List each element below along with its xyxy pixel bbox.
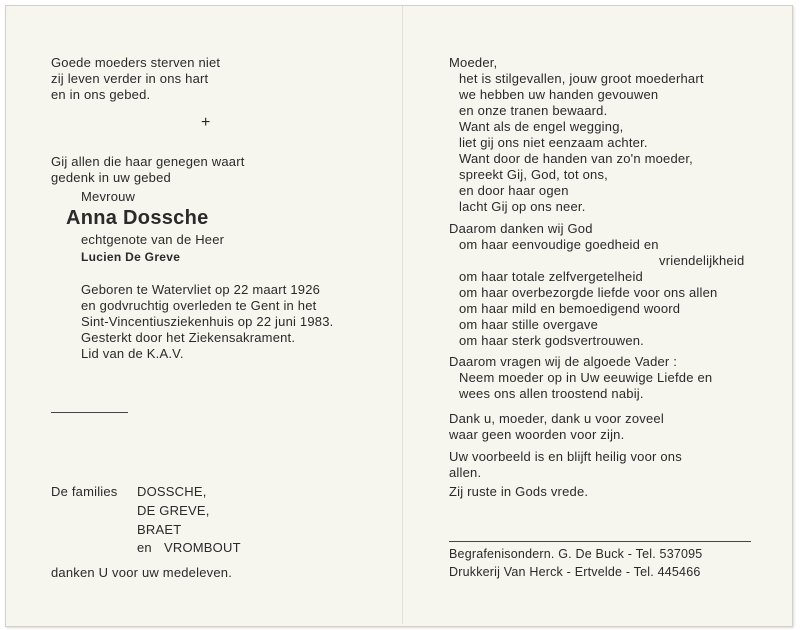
bio-line: Lid van de K.A.V. — [81, 346, 184, 361]
credit-line: Begrafenisondern. G. De Buck - Tel. 537095 — [449, 547, 703, 561]
mother-line: Want door de handen van zo'n moeder, — [459, 151, 693, 166]
thank-line: om haar mild en bemoedigend woord — [459, 301, 681, 316]
dank-line: waar geen woorden voor zijn. — [449, 427, 625, 442]
thank-line: om haar overbezorgde liefde voor ons allen — [459, 285, 718, 300]
example-line: Uw voorbeeld is en blijft heilig voor ons — [449, 449, 682, 464]
remember-line: gedenk in uw gebed — [51, 170, 171, 185]
ask-line: wees ons allen troostend nabij. — [459, 386, 644, 401]
spouse-name: Lucien De Greve — [81, 250, 181, 264]
families-and: en — [137, 540, 152, 555]
salutation: Mevrouw — [81, 189, 136, 204]
ask-line: Neem moeder op in Uw eeuwige Liefde en — [459, 370, 713, 385]
credit-line: Drukkerij Van Herck - Ertvelde - Tel. 445466 — [449, 565, 701, 579]
poem-line: en in ons gebed. — [51, 87, 151, 102]
divider-line — [449, 541, 751, 542]
mother-line: we hebben uw handen gevouwen — [459, 87, 659, 102]
thank-line: om haar sterk godsvertrouwen. — [459, 333, 644, 348]
example-line: allen. — [449, 465, 482, 480]
mother-line: het is stilgevallen, jouw groot moederhart — [459, 71, 704, 86]
mother-line: spreekt Gij, God, tot ons, — [459, 167, 608, 182]
rest-line: Zij ruste in Gods vrede. — [449, 484, 589, 499]
dank-line: Dank u, moeder, dank u voor zoveel — [449, 411, 664, 426]
thank-line: vriendelijkheid — [659, 253, 745, 268]
families-intro: De families — [51, 484, 118, 499]
bio-line: Sint-Vincentiusziekenhuis op 22 juni 1983. — [81, 314, 334, 329]
thank-god-heading: Daarom danken wij God — [449, 221, 593, 236]
family-name: DE GREVE, — [137, 503, 210, 518]
bio-line: Geboren te Watervliet op 22 maart 1926 — [81, 282, 321, 297]
cross-symbol: + — [201, 114, 211, 131]
deceased-name: Anna Dossche — [66, 207, 209, 229]
thank-line: om haar totale zelfvergetelheid — [459, 269, 643, 284]
thank-line: om haar eenvoudige goedheid en — [459, 237, 659, 252]
mother-title: Moeder, — [449, 55, 498, 70]
mother-line: en door haar ogen — [459, 183, 569, 198]
bio-line: en godvruchtig overleden te Gent in het — [81, 298, 317, 313]
family-name: DOSSCHE, — [137, 484, 207, 499]
card-fold — [402, 6, 403, 624]
poem-line: Goede moeders sterven niet — [51, 55, 221, 70]
spouse-intro: echtgenote van de Heer — [81, 232, 225, 247]
ask-father-heading: Daarom vragen wij de algoede Vader : — [449, 354, 678, 369]
mother-line: en onze tranen bewaard. — [459, 103, 608, 118]
thanks-line: danken U voor uw medeleven. — [51, 565, 233, 580]
divider-line — [51, 412, 128, 413]
mother-line: liet gij ons niet eenzaam achter. — [459, 135, 648, 150]
poem-line: zij leven verder in ons hart — [51, 71, 209, 86]
family-name: BRAET — [137, 522, 182, 537]
bio-line: Gesterkt door het Ziekensakrament. — [81, 330, 296, 345]
mother-line: lacht Gij op ons neer. — [459, 199, 586, 214]
mother-line: Want als de engel wegging, — [459, 119, 624, 134]
remember-line: Gij allen die haar genegen waart — [51, 154, 245, 169]
family-name: VROMBOUT — [164, 540, 241, 555]
thank-line: om haar stille overgave — [459, 317, 598, 332]
